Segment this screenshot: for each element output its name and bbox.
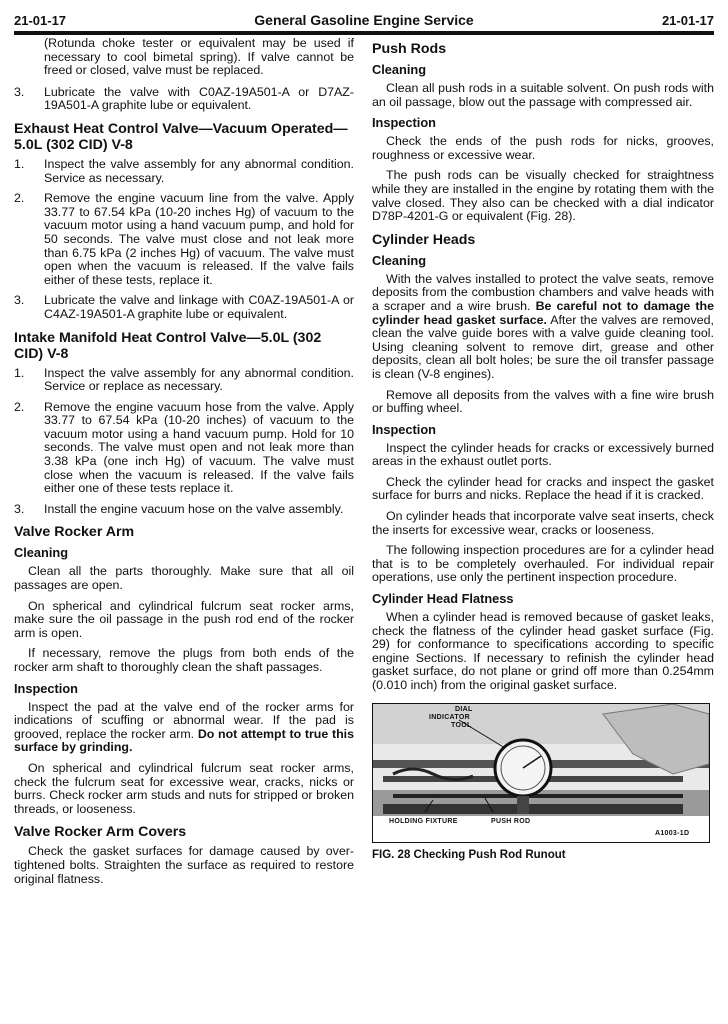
list-item [14,294,354,321]
list-item [14,503,354,517]
right-column [372,37,714,893]
label-tool: TOOL [451,721,472,729]
header-rule [14,31,714,35]
list-text: Lubricate the valve with C0AZ-19A501-A or D7AZ-19A501-A graphite lube or equivalent. [44,84,354,113]
paragraph: On spherical and cylindrical fulcrum seat rocker arms, make sure the oil passage in the push rod end of the rocker arm is open. [14,598,354,640]
page-title: General Gasoline Engine Service [254,12,474,28]
paragraph: Clean all push rods in a suitable solvent. On push rods with an oil passage, blow out the passage with compressed air. [372,81,714,109]
section-heading-intake-valve: Intake Manifold Heat Control Valve—5.0L (302 CID) V-8 [14,329,322,362]
warning-text: Do not attempt to true this surface by grinding. [14,726,354,755]
list-item [14,367,354,394]
subheading-head-flatness: Cylinder Head Flatness [372,591,514,607]
subheading-inspection: Inspection [372,421,436,437]
label-dial: DIAL [455,705,473,713]
paragraph [372,273,714,382]
label-holding-fixture: HOLDING FIXTURE [389,817,458,825]
figure-28-photo [372,703,710,843]
list-text: Inspect the valve assembly for any abnormal condition. Service as necessary. [44,156,354,185]
paragraph: The push rods can be visually checked for straightness while they are installed in the engine by rotating them with the valve closed. They also can be checked with a dial indicator D78P-4201-G or equivalent (Fig. 28). [372,168,714,224]
paragraph-text: After the valves are removed, clean the valve guide bores with a valve guide cleaning tool. Using cleaning solvent to remove dirt, grease and other deposits, clean all bolt holes; be sure the oil transfer passage is clean (V-8 engines). [372,312,714,381]
warning-text: Be careful not to damage the cylinder head gasket surface. [372,298,714,327]
subheading-cleaning: Cleaning [14,545,69,561]
figure-code: A1003-1D [655,829,690,837]
list-text: Remove the engine vacuum hose from the valve. Apply 33.77 to 67.54 kPa (10-20 inches) of vacuum to the vacuum motor using a hand vacuum pump. Hold for 10 seconds. The valve must open and not leak more than 3.38 kPa (one inch Hg) of vacuum. The valve must close when the vacuum is released. If the valve fails either one of these tests replace it. [44,399,354,496]
list-number: 2. [14,399,25,414]
list-number: 3. [14,293,25,308]
list-text: Install the engine vacuum hose on the valve assembly. [44,501,344,516]
list-number: 1. [14,156,25,171]
section-heading-rocker-arm: Valve Rocker Arm [14,524,135,541]
paragraph: If necessary, remove the plugs from both ends of the rocker arm shaft to thoroughly clean the shaft passages. [14,646,354,674]
left-column [14,37,354,893]
subheading-cleaning: Cleaning [372,252,427,268]
two-column-body [14,37,714,893]
paragraph: Check the gasket surfaces for damage caused by over-tightened bolts. Straighten the surface as required to restore original flatness. [14,844,354,886]
paragraph: Check the ends of the push rods for nicks, grooves, roughness or excessive wear. [372,134,714,162]
section-heading-push-rods: Push Rods [372,41,447,57]
list-item [14,192,354,287]
paragraph: The following inspection procedures are for a cylinder head that is to be completely overhauled. For individual repair operations, use only the pertinent inspection procedure. [372,543,714,585]
label-indicator: INDICATOR [429,713,470,721]
paragraph: Check the cylinder head for cracks and inspect the gasket surface for burrs and nicks. Replace the head if it is cracked. [372,474,714,503]
section-heading-exhaust-valve: Exhaust Heat Control Valve—Vacuum Operated—5.0L (302 CID) V-8 [14,120,348,153]
section-heading-cylinder-heads: Cylinder Heads [372,231,476,248]
paragraph: Inspect the cylinder heads for cracks or excessively burned areas in the exhaust outlet ports. [372,440,714,469]
paragraph: When a cylinder head is removed because of gasket leaks, check the flatness of the cylinder head gasket surface (Fig. 29) for conformance to specifications according to specific engine Sections. If necessary to refinish the cylinder head gasket surface, do not plane or grind off more than 0.254mm (0.010 inch) from the original gasket surface. [372,610,714,692]
paragraph [14,701,354,755]
paragraph-text: Inspect the pad at the valve end of the rocker arms for indications of scuffing or abnormal wear. If the pad is grooved, replace the rocker arm. [14,699,354,741]
subheading-inspection: Inspection [372,115,436,131]
list-text: Remove the engine vacuum line from the valve. Apply 33.77 to 67.54 kPa (10-20 inches Hg) of vacuum to the vacuum motor using a hand vacuum pump, and hold for 50 seconds. The valve must close and not leak more than 6.75 kPa (2 inches Hg) of vacuum. The valve must open when the vacuum is released. If the valve fails either of these tests, replace it. [44,191,354,287]
subheading-cleaning: Cleaning [372,62,427,77]
continued-paragraph: (Rotunda choke tester or equivalent may be used if necessary to cool bimetal spring). If valve cannot be freed or closed, valve must be replaced. [44,36,354,78]
page-number-left: 21-01-17 [14,13,67,28]
list-number: 1. [14,365,25,380]
section-heading-rocker-covers: Valve Rocker Arm Covers [14,824,187,841]
paragraph: Remove all deposits from the valves with a fine wire brush or buffing wheel. [372,387,714,416]
list-text: Inspect the valve assembly for any abnormal condition. Service or replace as necessary. [44,365,354,394]
page-number-right: 21-01-17 [661,13,714,28]
paragraph-text: With the valves installed to protect the valve seats, remove deposits from the combustion chambers and valve heads with a scraper and a wire brush. [372,271,714,313]
subheading-inspection: Inspection [14,680,78,696]
list-item [14,86,354,113]
figure-caption: FIG. 28 Checking Push Rod Runout [372,848,566,861]
list-text: Lubricate the valve and linkage with C0AZ-19A501-A or C4AZ-19A501-A graphite lube or equivalent. [44,293,354,321]
list-number: 3. [14,84,25,99]
label-push-rod: PUSH ROD [491,817,531,825]
list-item [14,158,354,185]
paragraph: On cylinder heads that incorporate valve seat inserts, check the inserts for excessive wear, cracks or looseness. [372,509,714,537]
list-number: 3. [14,501,25,516]
list-number: 2. [14,191,25,206]
page-header [14,10,714,28]
list-item [14,401,354,496]
paragraph: On spherical and cylindrical fulcrum seat rocker arms, check the fulcrum seat for excessive wear, cracks, nicks or burrs. Check rocker arm studs and nuts for stripped or broken threads, or looseness. [14,760,354,816]
paragraph: Clean all the parts thoroughly. Make sure that all oil passages are open. [14,564,354,593]
